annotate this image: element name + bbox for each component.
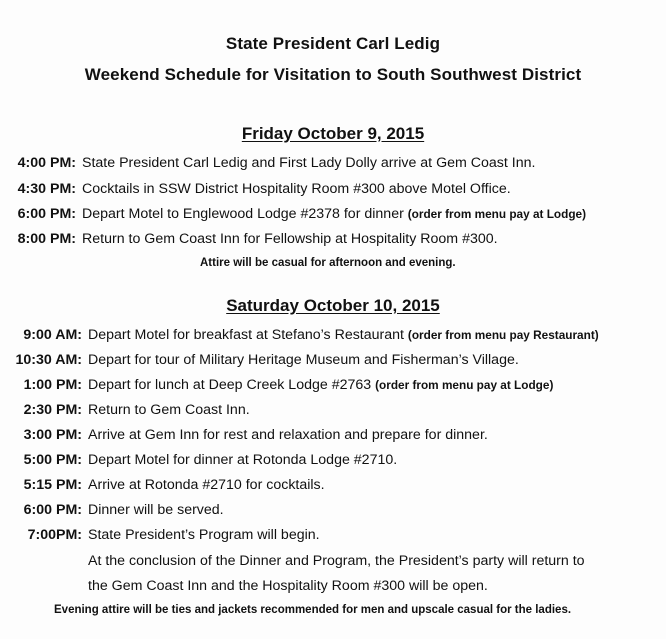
saturday-heading bbox=[0, 296, 666, 316]
saturday-heading-text: Saturday October 10, 2015 bbox=[226, 296, 440, 315]
item-time: 7:00PM: bbox=[27, 527, 82, 543]
item-time: 6:00 PM: bbox=[17, 206, 76, 222]
item-time: 4:30 PM: bbox=[17, 181, 76, 197]
item-time: 2:30 PM: bbox=[23, 402, 82, 418]
saturday-item bbox=[6, 452, 397, 468]
item-desc: Arrive at Gem Inn for rest and relaxation and prepare for dinner. bbox=[88, 427, 488, 443]
item-time: 5:00 PM: bbox=[23, 452, 82, 468]
item-time: 5:15 PM: bbox=[23, 477, 82, 493]
friday-item bbox=[8, 206, 586, 222]
friday-attire-note: Attire will be casual for afternoon and evening. bbox=[200, 257, 456, 269]
saturday-item bbox=[6, 327, 599, 343]
item-desc: Return to Gem Coast Inn. bbox=[88, 402, 250, 418]
friday-heading-text: Friday October 9, 2015 bbox=[241, 124, 425, 143]
item-desc: Depart Motel for dinner at Rotonda Lodge #2710. bbox=[88, 452, 398, 468]
saturday-item bbox=[6, 477, 325, 493]
item-desc: Depart Motel to Englewood Lodge #2378 for dinner bbox=[82, 206, 408, 222]
saturday-item bbox=[6, 377, 553, 393]
item-note: (order from menu pay at Lodge) bbox=[407, 207, 587, 221]
friday-item bbox=[8, 231, 498, 247]
saturday-item bbox=[6, 427, 488, 443]
item-time: 8:00 PM: bbox=[17, 231, 76, 247]
item-desc: State President Carl Ledig and First Lady Dolly arrive at Gem Coast Inn. bbox=[82, 155, 536, 171]
friday-item bbox=[8, 181, 511, 197]
title-line-1: State President Carl Ledig bbox=[225, 34, 441, 53]
item-desc: Return to Gem Coast Inn for Fellowship at Hospitality Room #300. bbox=[82, 231, 498, 247]
item-desc: State President’s Program will begin. bbox=[88, 527, 320, 543]
item-desc: Depart for tour of Military Heritage Museum and Fisherman’s Village. bbox=[88, 352, 519, 368]
item-note: (order from menu pay Restaurant) bbox=[407, 328, 599, 342]
item-time: 4:00 PM: bbox=[17, 155, 76, 171]
saturday-attire-note: Evening attire will be ties and jackets recommended for men and upscale casual for the ladies. bbox=[54, 604, 572, 616]
item-desc: Dinner will be served. bbox=[88, 502, 224, 518]
item-desc: Depart for lunch at Deep Creek Lodge #2763 bbox=[88, 377, 376, 393]
saturday-item bbox=[6, 527, 320, 543]
item-time: 9:00 AM: bbox=[23, 327, 82, 343]
item-time: 6:00 PM: bbox=[23, 502, 82, 518]
item-desc: Depart Motel for breakfast at Stefano’s Restaurant bbox=[88, 327, 408, 343]
item-desc: Cocktails in SSW District Hospitality Room #300 above Motel Office. bbox=[82, 181, 511, 197]
item-time: 3:00 PM: bbox=[23, 427, 82, 443]
title-line-2: Weekend Schedule for Visitation to South Southwest District bbox=[84, 65, 582, 84]
item-time: 10:30 AM: bbox=[15, 352, 82, 368]
friday-item bbox=[8, 155, 535, 171]
program-continuation-line-1: At the conclusion of the Dinner and Program, the President’s party will return to bbox=[88, 553, 585, 569]
friday-heading bbox=[0, 124, 666, 144]
item-time: 1:00 PM: bbox=[23, 377, 82, 393]
saturday-item bbox=[6, 402, 250, 418]
item-desc: Arrive at Rotonda #2710 for cocktails. bbox=[88, 477, 325, 493]
program-continuation-line-2: the Gem Coast Inn and the Hospitality Room #300 will be open. bbox=[88, 578, 488, 594]
saturday-item bbox=[6, 352, 519, 368]
saturday-item bbox=[6, 502, 224, 518]
item-note: (order from menu pay at Lodge) bbox=[375, 378, 554, 392]
